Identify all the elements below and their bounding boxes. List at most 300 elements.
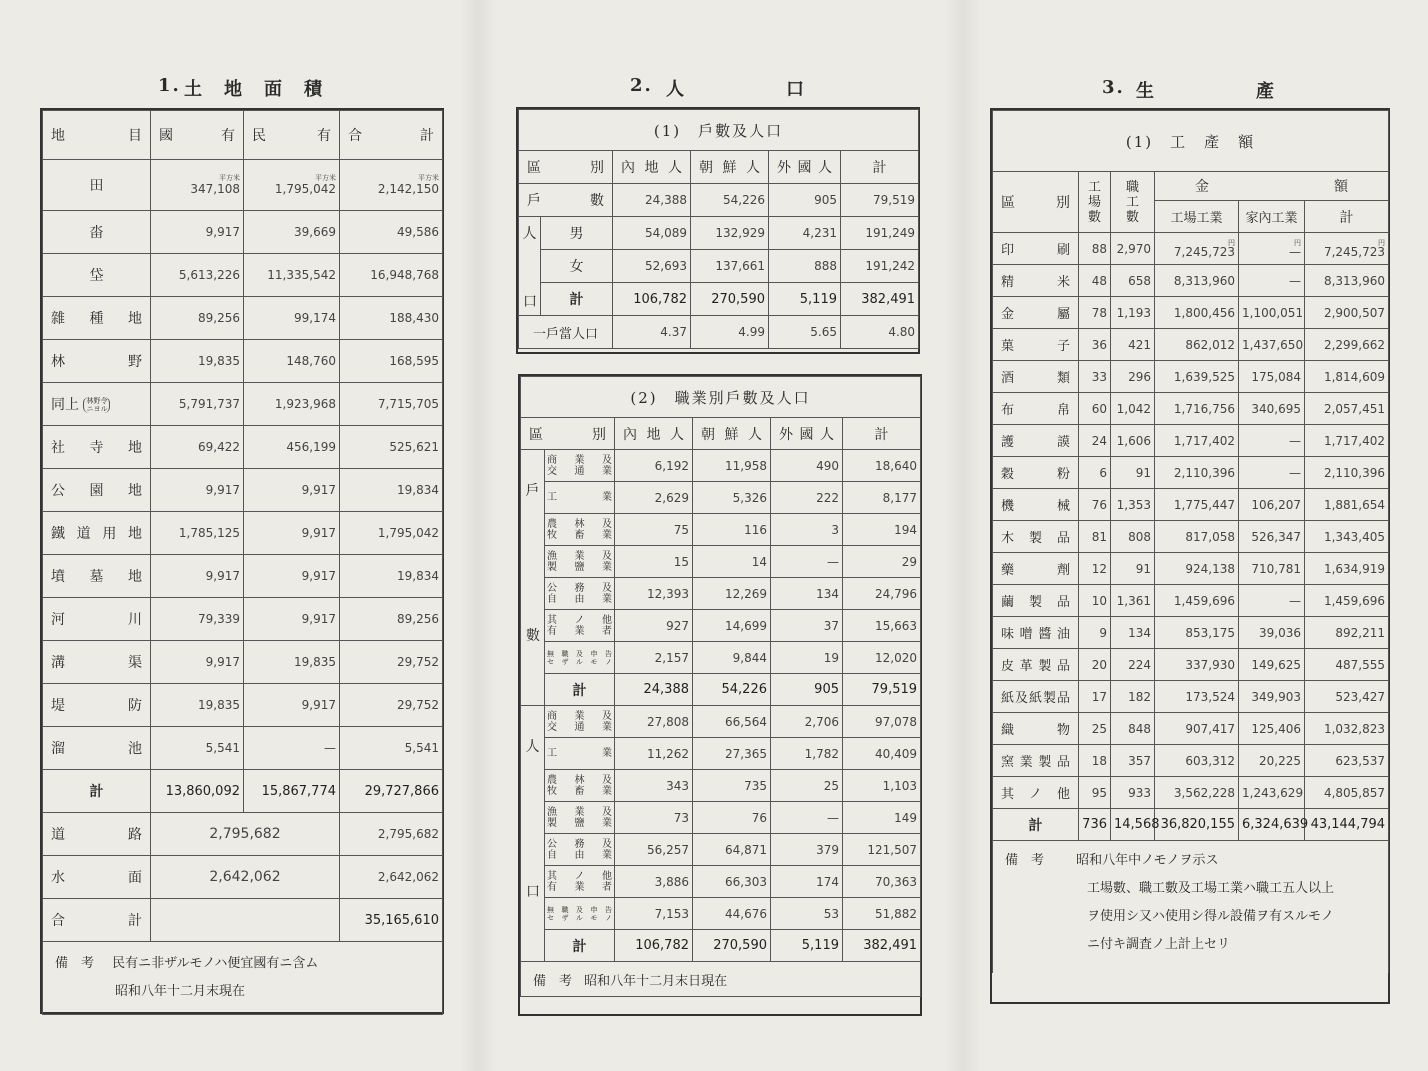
note-row bbox=[43, 942, 443, 1015]
note-line: 昭和八年中ノモノヲ示ス bbox=[1076, 853, 1219, 868]
cell-value: 137,661 bbox=[691, 250, 769, 283]
cell-value: 603,312 bbox=[1155, 745, 1239, 777]
cell-value: 4,805,857 bbox=[1305, 777, 1389, 809]
cell-value: 168,595 bbox=[340, 340, 443, 383]
cell-value: 76 bbox=[693, 802, 771, 834]
cell-value: 11,335,542 bbox=[244, 254, 340, 297]
table-row bbox=[521, 642, 921, 674]
cell-value: 1,782 bbox=[771, 738, 843, 770]
cell-value: 9,917 bbox=[151, 641, 244, 684]
cell-value: — bbox=[1239, 425, 1305, 457]
cell-value: 91 bbox=[1111, 553, 1155, 585]
households-population-table bbox=[516, 107, 920, 354]
table-row bbox=[43, 254, 443, 297]
cell-value: 735 bbox=[693, 770, 771, 802]
note-row bbox=[521, 962, 921, 997]
row-label: 味噌醬油 bbox=[993, 617, 1079, 649]
row-label: 一戶當人口 bbox=[519, 316, 613, 349]
cell-value: 69,422 bbox=[151, 426, 244, 469]
row-label-line1: 無職及申告 bbox=[547, 649, 612, 658]
table-row bbox=[521, 482, 921, 514]
cell-value: 24,388 bbox=[615, 674, 693, 706]
cell-value: 79,519 bbox=[841, 184, 919, 217]
note-line: 民有ニ非ザルモノハ便宜國有ニ含ム bbox=[112, 956, 319, 971]
cell-value: 7,153 bbox=[615, 898, 693, 930]
table-row bbox=[43, 684, 443, 727]
col-header-japanese: 內地人 bbox=[615, 418, 693, 450]
cell-value: 927 bbox=[615, 610, 693, 642]
cell-value: 27,365 bbox=[693, 738, 771, 770]
row-label: 印 刷 bbox=[993, 233, 1079, 265]
cell-value: 933 bbox=[1111, 777, 1155, 809]
cell-value: 49,586 bbox=[340, 211, 443, 254]
cell-value: 9,917 bbox=[151, 469, 244, 512]
cell-value: 149,625 bbox=[1239, 649, 1305, 681]
cell-value: — bbox=[1239, 457, 1305, 489]
row-label-line1: 無職及申告 bbox=[547, 905, 612, 914]
table-row bbox=[993, 649, 1389, 681]
section-title-left: 人 bbox=[666, 79, 686, 100]
cell-value: 78 bbox=[1079, 297, 1111, 329]
cell-value: 2,900,507 bbox=[1305, 297, 1389, 329]
cell-value: 6 bbox=[1079, 457, 1111, 489]
row-label-line1: 漁業及 bbox=[547, 806, 612, 818]
cell-value: 14 bbox=[693, 546, 771, 578]
table-row bbox=[993, 681, 1389, 713]
cell-value: 349,903 bbox=[1239, 681, 1305, 713]
table-row bbox=[521, 546, 921, 578]
table-row bbox=[521, 514, 921, 546]
total-row bbox=[993, 809, 1389, 841]
row-label: 金 屬 bbox=[993, 297, 1079, 329]
cell-value: 4.99 bbox=[691, 316, 769, 349]
cell-value: 43,144,794 bbox=[1305, 809, 1389, 841]
row-label-line2: 製鹽業 bbox=[547, 817, 612, 829]
table-caption: (1) 戶數及人口 bbox=[519, 110, 919, 151]
section-title-right: 口 bbox=[786, 79, 806, 100]
cell-value: 1,716,756 bbox=[1155, 393, 1239, 425]
cell-value: 188,430 bbox=[340, 297, 443, 340]
row-label: 計 bbox=[993, 809, 1079, 841]
cell-value: 382,491 bbox=[843, 930, 921, 962]
row-label: 皮革製品 bbox=[993, 649, 1079, 681]
cell-value: 12,020 bbox=[843, 642, 921, 674]
cell-value: 91 bbox=[1111, 457, 1155, 489]
row-label: 護 謨 bbox=[993, 425, 1079, 457]
cell-value: 106,207 bbox=[1239, 489, 1305, 521]
subtotal-row bbox=[43, 770, 443, 813]
row-label: 計 bbox=[43, 770, 151, 813]
cell-value: 15,867,774 bbox=[244, 770, 340, 813]
group-label-top: 戶 bbox=[525, 483, 540, 499]
cell-value: 2,057,451 bbox=[1305, 393, 1389, 425]
cell-value: 9,917 bbox=[244, 684, 340, 727]
section-title-left: 生 bbox=[1136, 81, 1156, 102]
table-row bbox=[43, 426, 443, 469]
cell-value: 5,541 bbox=[151, 727, 244, 770]
note-line: 工場數、職工數及工場工業ハ職工五人以上 bbox=[1087, 881, 1335, 896]
industrial-production-table bbox=[990, 108, 1390, 1004]
cell-value: 1,459,696 bbox=[1155, 585, 1239, 617]
row-label: 酒 類 bbox=[993, 361, 1079, 393]
yen-unit: 円 bbox=[1228, 239, 1235, 247]
cell-value: 182 bbox=[1111, 681, 1155, 713]
cell-value: 1,785,125 bbox=[151, 512, 244, 555]
row-label: 畓 bbox=[43, 211, 151, 254]
cell-value: 1,100,051 bbox=[1239, 297, 1305, 329]
row-label-note: 林野令 ニヨル bbox=[83, 397, 110, 413]
table-row bbox=[993, 265, 1389, 297]
cell-value: 132,929 bbox=[691, 217, 769, 250]
row-label: 道路 bbox=[43, 813, 151, 856]
section-2-heading bbox=[630, 75, 810, 99]
group-label-bottom: 口 bbox=[523, 294, 537, 310]
col-header-total: 合 計 bbox=[340, 111, 443, 160]
cell-value: 2,629 bbox=[615, 482, 693, 514]
cell-value: 1,717,402 bbox=[1155, 425, 1239, 457]
table-row bbox=[43, 340, 443, 383]
cell-value: 4.37 bbox=[613, 316, 691, 349]
row-label: 計 bbox=[545, 930, 615, 962]
cell-value: 1,343,405 bbox=[1305, 521, 1389, 553]
cell-value: 853,175 bbox=[1155, 617, 1239, 649]
row-label-line1: 工 業 bbox=[547, 748, 612, 759]
note-label: 備 考 bbox=[55, 956, 95, 971]
row-label: 溝渠 bbox=[43, 641, 151, 684]
cell-value: 5,326 bbox=[693, 482, 771, 514]
cell-value: 20 bbox=[1079, 649, 1111, 681]
row-label-line1: 商業及 bbox=[547, 454, 612, 466]
cell-value: 11,958 bbox=[693, 450, 771, 482]
row-label: 河川 bbox=[43, 598, 151, 641]
cell-value: 29,752 bbox=[340, 641, 443, 684]
cell-value: 191,242 bbox=[841, 250, 919, 283]
row-label-line1: 工 業 bbox=[547, 492, 612, 503]
table-row bbox=[43, 641, 443, 684]
table-row bbox=[993, 393, 1389, 425]
row-label: 墳墓地 bbox=[43, 555, 151, 598]
unit-label: 平方米 bbox=[418, 174, 439, 182]
cell-value: — bbox=[1239, 585, 1305, 617]
note-label: 備 考 bbox=[533, 973, 573, 989]
cell-value: 7,715,705 bbox=[340, 383, 443, 426]
col-header-national: 國 有 bbox=[151, 111, 244, 160]
cell-value: 174 bbox=[771, 866, 843, 898]
cell-value: 1,032,823 bbox=[1305, 713, 1389, 745]
row-label: 鐵道用地 bbox=[43, 512, 151, 555]
cell-value: 8,313,960 bbox=[1305, 265, 1389, 297]
section-3-heading bbox=[1102, 77, 1282, 101]
cell-value: 862,012 bbox=[1155, 329, 1239, 361]
section-number: 1. bbox=[158, 75, 181, 96]
col-header-factories: 工場數 bbox=[1079, 172, 1111, 233]
cell-value: 12,393 bbox=[615, 578, 693, 610]
cell-value: 149 bbox=[843, 802, 921, 834]
table-row bbox=[993, 617, 1389, 649]
section-title: 土 地 面 積 bbox=[184, 79, 324, 100]
cell-value: 907,417 bbox=[1155, 713, 1239, 745]
cell-value: 924,138 bbox=[1155, 553, 1239, 585]
cell-value: 2,642,062 bbox=[151, 856, 340, 899]
row-label: 計 bbox=[541, 283, 613, 316]
table-row bbox=[993, 777, 1389, 809]
cell-value: 5,791,737 bbox=[151, 383, 244, 426]
cell-value: 3 bbox=[771, 514, 843, 546]
row-label-line1: 其ノ他 bbox=[547, 870, 612, 882]
col-header-value: 金 額 bbox=[1155, 172, 1389, 201]
row-label: 公園地 bbox=[43, 469, 151, 512]
cell-value: 194 bbox=[843, 514, 921, 546]
cell-value: 343 bbox=[615, 770, 693, 802]
table-row bbox=[993, 297, 1389, 329]
cell-value: 89,256 bbox=[151, 297, 244, 340]
table-row bbox=[521, 610, 921, 642]
cell-value: 1,814,609 bbox=[1305, 361, 1389, 393]
table-row bbox=[993, 745, 1389, 777]
cell-value: 379 bbox=[771, 834, 843, 866]
cell-value: 10 bbox=[1079, 585, 1111, 617]
cell-value: 14,568 bbox=[1111, 809, 1155, 841]
cell-value: 70,363 bbox=[843, 866, 921, 898]
cell-value: 116 bbox=[693, 514, 771, 546]
row-label: 機 械 bbox=[993, 489, 1079, 521]
cell-value: 66,564 bbox=[693, 706, 771, 738]
table-row bbox=[43, 555, 443, 598]
cell-value: 18 bbox=[1079, 745, 1111, 777]
note-line: ヲ使用シ又ハ使用シ得ル設備ヲ有スルモノ bbox=[1087, 909, 1334, 924]
row-label: 紙及紙製品 bbox=[993, 681, 1079, 713]
cell-value: 33 bbox=[1079, 361, 1111, 393]
row-label: 其ノ他 bbox=[993, 777, 1079, 809]
row-label-line1: 農林及 bbox=[547, 518, 612, 530]
table-row bbox=[993, 489, 1389, 521]
cell-value: 5,119 bbox=[771, 930, 843, 962]
cell-value: 2,157 bbox=[615, 642, 693, 674]
cell-value: 27,808 bbox=[615, 706, 693, 738]
col-header-total: 計 bbox=[841, 151, 919, 184]
cell-value: 5,613,226 bbox=[151, 254, 244, 297]
table-row bbox=[993, 233, 1389, 265]
cell-value: 37 bbox=[771, 610, 843, 642]
cell-value: 490 bbox=[771, 450, 843, 482]
cell-value: 66,303 bbox=[693, 866, 771, 898]
cell-value: 36 bbox=[1079, 329, 1111, 361]
cell-value: 905 bbox=[771, 674, 843, 706]
col-header-korean: 朝鮮人 bbox=[691, 151, 769, 184]
row-label: 垈 bbox=[43, 254, 151, 297]
cell-value: 134 bbox=[1111, 617, 1155, 649]
table-row bbox=[993, 361, 1389, 393]
row-label: 菓 子 bbox=[993, 329, 1079, 361]
cell-value: 6,192 bbox=[615, 450, 693, 482]
cell-value: 382,491 bbox=[841, 283, 919, 316]
land-area-table bbox=[40, 108, 444, 1014]
cell-value: 1,800,456 bbox=[1155, 297, 1239, 329]
cell-value: 15,663 bbox=[843, 610, 921, 642]
cell-value: 19,835 bbox=[244, 641, 340, 684]
table-row bbox=[519, 250, 919, 283]
cell-value: 347,108 bbox=[190, 182, 240, 196]
col-header-private: 民 有 bbox=[244, 111, 340, 160]
unit-label: 平方米 bbox=[315, 174, 336, 182]
cell-value: 12 bbox=[1079, 553, 1111, 585]
row-label-line1: 農林及 bbox=[547, 774, 612, 786]
cell-value: 1,717,402 bbox=[1305, 425, 1389, 457]
cell-value: 487,555 bbox=[1305, 649, 1389, 681]
cell-value: 2,110,396 bbox=[1305, 457, 1389, 489]
cell-value: 523,427 bbox=[1305, 681, 1389, 713]
cell-value: 1,243,629 bbox=[1239, 777, 1305, 809]
occupation-population-table bbox=[518, 374, 922, 1016]
table-row bbox=[43, 856, 443, 899]
table-row bbox=[43, 598, 443, 641]
cell-value: 9,917 bbox=[244, 555, 340, 598]
table-row bbox=[993, 713, 1389, 745]
row-label-line2: 交通業 bbox=[547, 721, 612, 733]
row-label: 女 bbox=[541, 250, 613, 283]
table-row bbox=[43, 297, 443, 340]
table-row bbox=[993, 585, 1389, 617]
row-label-line2: 自由業 bbox=[547, 849, 612, 861]
note-label: 備 考 bbox=[1005, 853, 1045, 868]
row-label: 布 帛 bbox=[993, 393, 1079, 425]
cell-value: 7,245,723 bbox=[1323, 245, 1386, 259]
cell-value: 2,110,396 bbox=[1155, 457, 1239, 489]
cell-value: 95 bbox=[1079, 777, 1111, 809]
cell-value: 9,917 bbox=[151, 555, 244, 598]
table-row bbox=[43, 160, 443, 211]
table-row bbox=[993, 521, 1389, 553]
cell-value: 9,844 bbox=[693, 642, 771, 674]
col-header-total: 計 bbox=[1305, 201, 1389, 233]
cell-value: 13,860,092 bbox=[151, 770, 244, 813]
cell-value: 52,693 bbox=[613, 250, 691, 283]
cell-value: 1,795,042 bbox=[274, 182, 336, 196]
cell-value: 19 bbox=[771, 642, 843, 674]
cell-value: 39,036 bbox=[1239, 617, 1305, 649]
col-header-japanese: 內地人 bbox=[613, 151, 691, 184]
cell-value: 5.65 bbox=[769, 316, 841, 349]
cell-value: 9,917 bbox=[151, 211, 244, 254]
row-label: 林野 bbox=[43, 340, 151, 383]
cell-value: 1,042 bbox=[1111, 393, 1155, 425]
table-row bbox=[43, 469, 443, 512]
cell-value: 4,231 bbox=[769, 217, 841, 250]
cell-value: 8,177 bbox=[843, 482, 921, 514]
page-fold-right bbox=[945, 0, 981, 1071]
table-row bbox=[43, 727, 443, 770]
cell-value: 19,835 bbox=[151, 340, 244, 383]
table-row bbox=[43, 512, 443, 555]
row-label: 同上 bbox=[51, 397, 79, 413]
table-row bbox=[43, 211, 443, 254]
cell-value: 526,347 bbox=[1239, 521, 1305, 553]
cell-value: 40,409 bbox=[843, 738, 921, 770]
section-number: 3. bbox=[1102, 77, 1125, 98]
section-title-right: 產 bbox=[1256, 81, 1276, 102]
note-row bbox=[993, 841, 1389, 974]
cell-value: 79,519 bbox=[843, 674, 921, 706]
row-label-line2: 有業者 bbox=[547, 625, 612, 637]
cell-value: 357 bbox=[1111, 745, 1155, 777]
cell-value: 18,640 bbox=[843, 450, 921, 482]
table-row bbox=[43, 813, 443, 856]
table-row bbox=[521, 802, 921, 834]
row-label-line1: 公務及 bbox=[547, 838, 612, 850]
table-row bbox=[521, 770, 921, 802]
table-row bbox=[519, 217, 919, 250]
cell-value: 125,406 bbox=[1239, 713, 1305, 745]
row-label-line2: 製鹽業 bbox=[547, 561, 612, 573]
yen-unit: 円 bbox=[1294, 239, 1301, 247]
cell-value: 892,211 bbox=[1305, 617, 1389, 649]
row-label: 戶 數 bbox=[519, 184, 613, 217]
cell-value: 19,834 bbox=[340, 469, 443, 512]
row-label-line1: 其ノ他 bbox=[547, 614, 612, 626]
cell-value: 54,226 bbox=[693, 674, 771, 706]
cell-value: 99,174 bbox=[244, 297, 340, 340]
cell-value: 54,089 bbox=[613, 217, 691, 250]
table-row bbox=[521, 866, 921, 898]
col-header-korean: 朝鮮人 bbox=[693, 418, 771, 450]
row-label-line2: 牧畜業 bbox=[547, 785, 612, 797]
cell-value: 148,760 bbox=[244, 340, 340, 383]
table-caption: (1) 工 產 額 bbox=[993, 111, 1389, 172]
cell-value: 106,782 bbox=[613, 283, 691, 316]
row-label-line2: セザルモノ bbox=[547, 657, 612, 666]
cell-value: 36,820,155 bbox=[1155, 809, 1239, 841]
cell-value: 17 bbox=[1079, 681, 1111, 713]
table-row bbox=[993, 329, 1389, 361]
col-header-category: 地 目 bbox=[43, 111, 151, 160]
table-row bbox=[993, 425, 1389, 457]
cell-value: 134 bbox=[771, 578, 843, 610]
cell-value: 1,193 bbox=[1111, 297, 1155, 329]
table-row bbox=[519, 184, 919, 217]
cell-value: 19,835 bbox=[151, 684, 244, 727]
row-label-line2: セザルモノ bbox=[547, 913, 612, 922]
cell-value: 5,541 bbox=[340, 727, 443, 770]
cell-value: 19,834 bbox=[340, 555, 443, 598]
group-label-top: 人 bbox=[522, 226, 537, 242]
cell-value: 3,562,228 bbox=[1155, 777, 1239, 809]
table-row bbox=[521, 578, 921, 610]
section-number: 2. bbox=[630, 75, 653, 96]
row-label-line2: 牧畜業 bbox=[547, 529, 612, 541]
col-header-factory-industry: 工場工業 bbox=[1155, 201, 1239, 233]
row-label-line1: 漁業及 bbox=[547, 550, 612, 562]
page-fold-left bbox=[460, 0, 496, 1071]
note-line: ニ付キ調査ノ上計上セリ bbox=[1087, 937, 1231, 952]
cell-value: 710,781 bbox=[1239, 553, 1305, 585]
row-label-line2: 有業者 bbox=[547, 881, 612, 893]
cell-value: 121,507 bbox=[843, 834, 921, 866]
row-label-line1: 商業及 bbox=[547, 710, 612, 722]
group-label-bottom: 口 bbox=[526, 884, 540, 900]
row-label: 水面 bbox=[43, 856, 151, 899]
cell-value: 340,695 bbox=[1239, 393, 1305, 425]
cell-value: 39,669 bbox=[244, 211, 340, 254]
cell-value: 44,676 bbox=[693, 898, 771, 930]
cell-value: 29 bbox=[843, 546, 921, 578]
col-header-category: 區 別 bbox=[519, 151, 613, 184]
cell-value: 75 bbox=[615, 514, 693, 546]
cell-value: 1,881,654 bbox=[1305, 489, 1389, 521]
table-row bbox=[521, 898, 921, 930]
cell-value: — bbox=[771, 546, 843, 578]
cell-value: 11,262 bbox=[615, 738, 693, 770]
cell-value: 51,882 bbox=[843, 898, 921, 930]
